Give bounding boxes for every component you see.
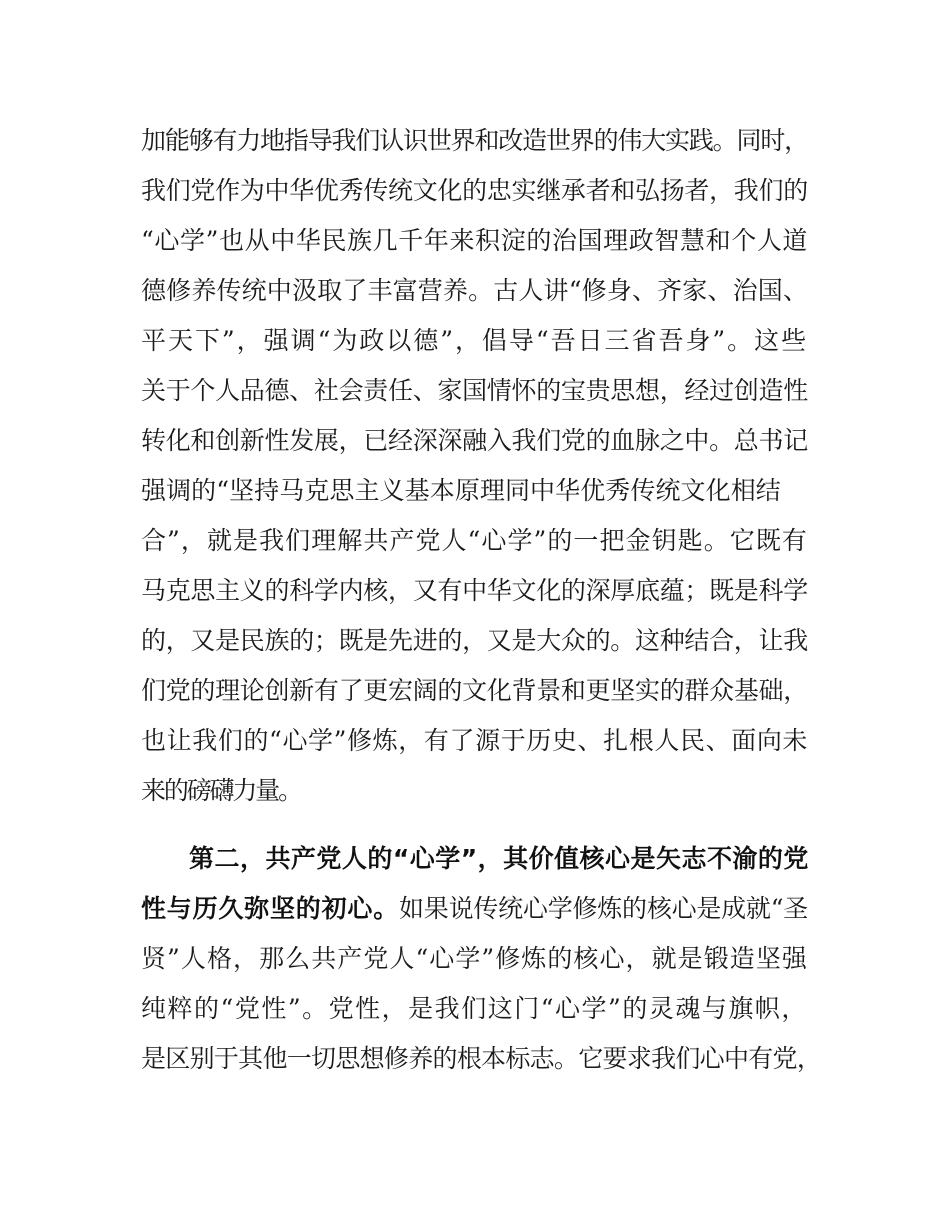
- paragraph-1-line-1: 加能够有力地指导我们认识世界和改造世界的伟大实践。同时，: [141, 126, 808, 155]
- paragraph-1-line-13: 也让我们的“心学”修炼，有了源于历史、扎根人民、面向未: [141, 726, 809, 755]
- paragraph-2-line-5: 是区别于其他一切思想修养的根本标志。它要求我们心中有党，: [141, 1044, 822, 1073]
- paragraph-2-line-2: [141, 893, 808, 925]
- paragraph-1-line-14: 来的磅礴力量。: [141, 776, 301, 805]
- paragraph-1-line-5: 平天下”，强调“为政以德”，倡导“吾日三省吾身”。这些: [141, 326, 809, 355]
- paragraph-1-line-11: 的，又是民族的；既是先进的，又是大众的。这种结合，让我: [141, 626, 808, 655]
- paragraph-2-heading-line-1: 第二，共产党人的“心学”，其价值核心是矢志不渝的党: [189, 844, 809, 873]
- paragraph-1-line-8: 强调的“坚持马克思主义基本原理同中华优秀传统文化相结: [141, 476, 781, 505]
- paragraph-1-line-4: 德修养传统中汲取了丰富营养。古人讲“修身、齐家、治国、: [141, 276, 809, 305]
- paragraph-2-line-3: 贤”人格，那么共产党人“心学”修炼的核心，就是锻造坚强: [141, 944, 808, 973]
- paragraph-2-line-4: 纯粹的“党性”。党性，是我们这门“心学”的灵魂与旗帜，: [141, 994, 808, 1023]
- paragraph-1-line-2: 我们党作为中华优秀传统文化的忠实继承者和弘扬者，我们的: [141, 176, 808, 205]
- paragraph-1-line-12: 们党的理论创新有了更宏阔的文化背景和更坚实的群众基础，: [141, 676, 808, 705]
- paragraph-1-line-7: 转化和创新性发展，已经深深融入我们党的血脉之中。总书记: [141, 426, 808, 455]
- paragraph-2-line-2-text: 如果说传统心学修炼的核心是成就“圣: [399, 894, 809, 923]
- paragraph-1-line-6: 关于个人品德、社会责任、家国情怀的宝贵思想，经过创造性: [141, 376, 808, 405]
- paragraph-2-heading-line-2: 性与历久弥坚的初心。: [141, 894, 400, 923]
- paragraph-1-line-3: “心学”也从中华民族几千年来积淀的治国理政智慧和个人道: [141, 226, 809, 255]
- paragraph-1-line-10: 马克思主义的科学内核，又有中华文化的深厚底蕴；既是科学: [141, 576, 808, 605]
- paragraph-1-line-9: 合”，就是我们理解共产党人“心学”的一把金钥匙。它既有: [141, 526, 808, 555]
